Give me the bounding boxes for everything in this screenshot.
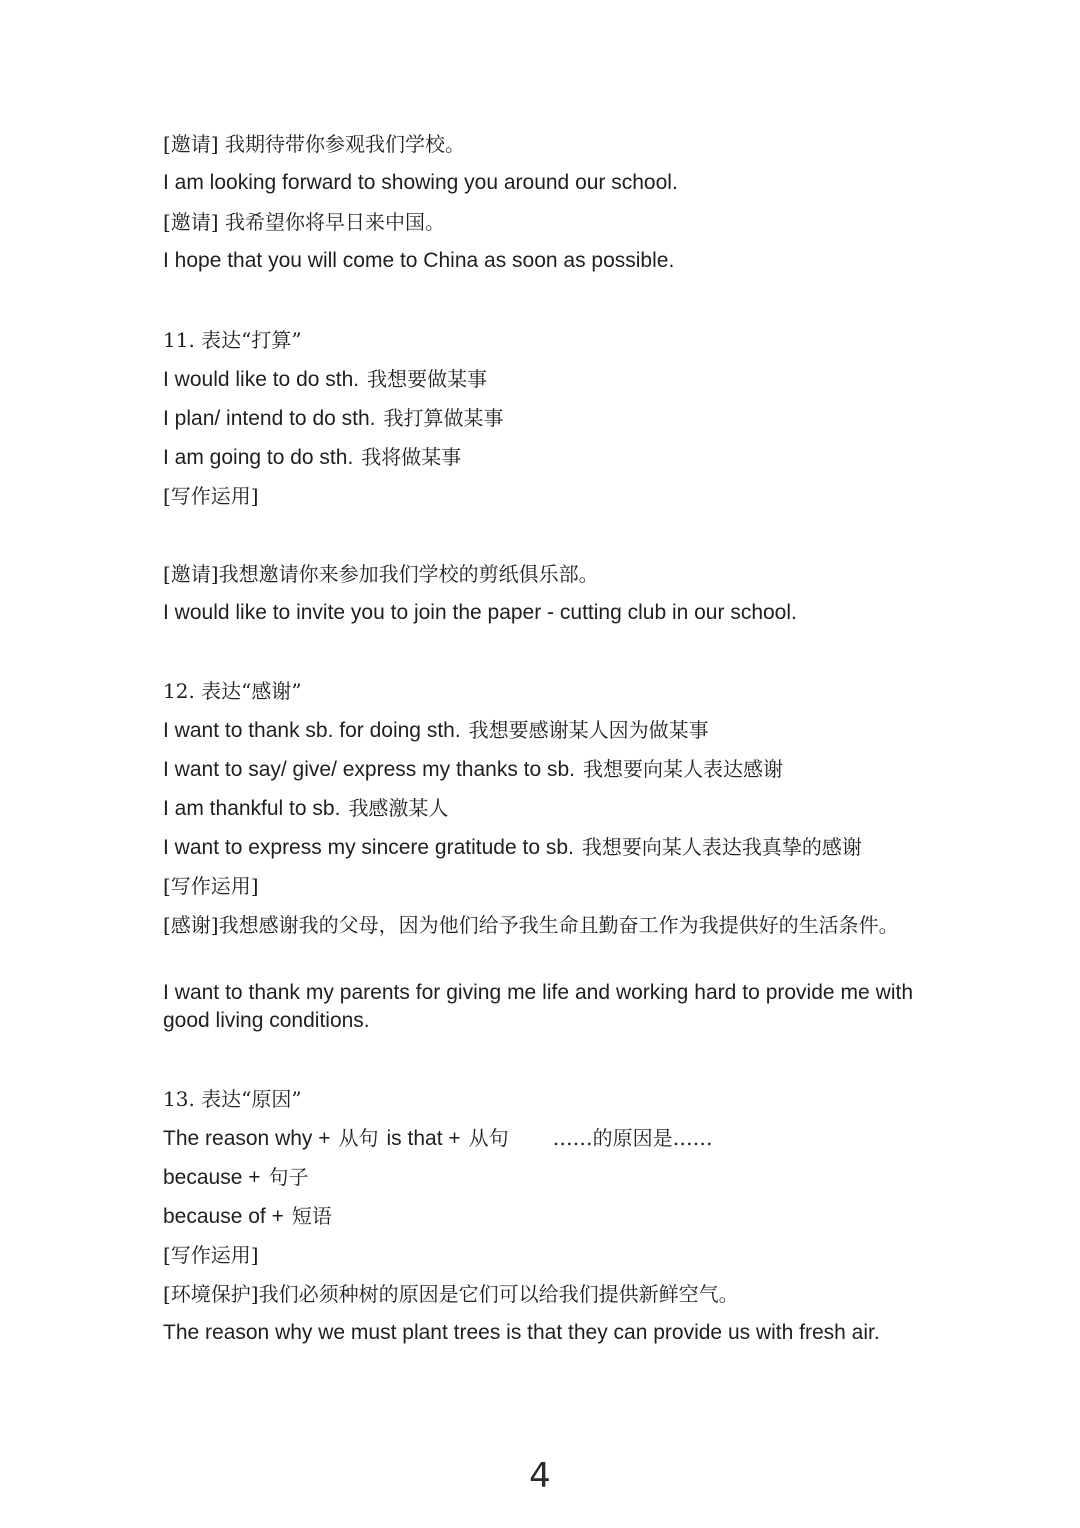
phrase-en: I plan/ intend to do sth. [163, 407, 376, 430]
section-11-phrase-3 [163, 443, 913, 472]
section-13-heading [163, 1085, 913, 1113]
page-number: 4 [529, 1456, 551, 1496]
section-12-phrase-3 [163, 794, 913, 823]
phrase-cn: 我想要向某人表达我真挚的感谢 [581, 835, 862, 859]
section-12-usage-label: [写作运用] [163, 874, 259, 898]
phrase-cn: 我感激某人 [348, 796, 449, 820]
phrase-en: because of + [163, 1205, 284, 1228]
section-13-heading-text: 13. 表达“原因” [163, 1087, 302, 1111]
phrase-cn: 我将做某事 [361, 445, 462, 469]
section-11-usage-label: [写作运用] [163, 484, 259, 508]
phrase-en: The reason why + [163, 1127, 331, 1150]
invite-example-en-2: I hope that you will come to China as soon as possible. [163, 249, 675, 272]
section-12-phrase-2 [163, 755, 913, 784]
phrase-en: is that + [386, 1127, 461, 1150]
phrase-en: I am thankful to sb. [163, 797, 341, 820]
section-13-example-cn: [环境保护]我们必须种树的原因是它们可以给我们提供新鲜空气。 [163, 1282, 739, 1306]
phrase-meaning: ……的原因是…… [552, 1126, 713, 1150]
section-11-phrase-2 [163, 404, 913, 433]
invite-example-cn-2: [邀请] 我希望你将早日来中国。 [163, 210, 445, 234]
phrase-cn: 我打算做某事 [383, 406, 504, 430]
phrase-en: I am going to do sth. [163, 446, 354, 469]
phrase-cn: 我想要做某事 [367, 367, 488, 391]
section-13-example-en: The reason why we must plant trees is that they can provide us with fresh air. [163, 1321, 880, 1344]
section-13-usage-label: [写作运用] [163, 1243, 259, 1267]
section-12-example-cn: [感谢]我想感谢我的父母，因为他们给予我生命且勤奋工作为我提供好的生活条件。 [163, 913, 899, 937]
phrase-cn: 我想要感谢某人因为做某事 [468, 718, 709, 742]
section-12-phrase-1 [163, 716, 913, 745]
section-12-heading [163, 677, 913, 705]
section-13-phrase-2 [163, 1163, 913, 1192]
phrase-cn: 从句 [468, 1126, 509, 1150]
phrase-en: I want to express my sincere gratitude to sb. [163, 836, 574, 859]
phrase-en: I want to thank sb. for doing sth. [163, 719, 461, 742]
phrase-en: I would like to do sth. [163, 368, 360, 391]
phrase-cn: 我想要向某人表达感谢 [583, 757, 784, 781]
phrase-cn: 短语 [291, 1204, 332, 1228]
invite-example-en-1: I am looking forward to showing you around our school. [163, 171, 678, 194]
section-12-example-en: I want to thank my parents for giving me life and working hard to provide me with good living conditions. [163, 981, 913, 1032]
phrase-en: I want to say/ give/ express my thanks to sb. [163, 758, 576, 781]
section-11-example-cn: [邀请]我想邀请你来参加我们学校的剪纸俱乐部。 [163, 562, 599, 586]
phrase-cn: 从句 [338, 1126, 379, 1150]
section-11-heading [163, 326, 913, 354]
phrase-en: because + [163, 1166, 261, 1189]
section-13-phrase-1 [163, 1124, 913, 1153]
section-12-heading-text: 12. 表达“感谢” [163, 679, 302, 703]
section-11-example-en: I would like to invite you to join the paper - cutting club in our school. [163, 601, 797, 624]
section-11-heading-text: 11. 表达“打算” [163, 328, 302, 352]
section-12-phrase-4 [163, 833, 913, 862]
phrase-cn: 句子 [268, 1165, 309, 1189]
section-13-phrase-3 [163, 1202, 913, 1231]
invite-example-cn-1: [邀请] 我期待带你参观我们学校。 [163, 132, 465, 156]
section-11-phrase-1 [163, 365, 913, 394]
